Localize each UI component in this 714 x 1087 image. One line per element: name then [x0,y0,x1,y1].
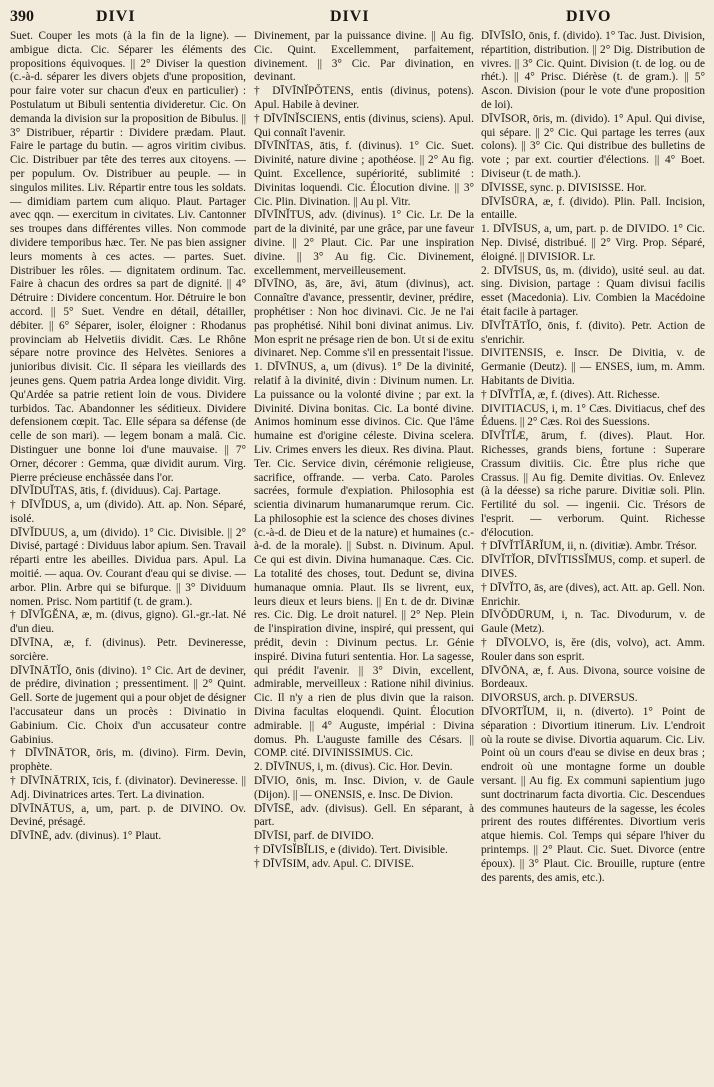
dictionary-entry: DĪVIO, ōnis, m. Insc. Divion, v. de Gaule (Dijon). || — ONENSIS, e. Insc. De Divion. [254,775,474,801]
dictionary-entry: DĪVĪSI, parf. de DIVIDO. [254,830,374,843]
dictionary-entry: 1. DĪVĪSUS, a, um, part. p. de DIVIDO. 1° Cic. Nep. Divisé, distribué. || 2° Virg. Prop. Séparé, éloigné. || DIVISIOR. Lr. [481,223,705,263]
dictionary-entry: DIVITIACUS, i, m. 1° Cæs. Divitiacus, chef des Éduens. || 2° Cæs. Roi des Suessions. [481,402,705,429]
dictionary-entry: DĪVĪSOR, ōris, m. (divido). 1° Apul. Qui divise, qui sépare. || 2° Cic. Qui partage les terres (aux colons). || 3° Cic. Qui distribue des bulletins de vote ; par ext. courtier d'élections. || 4° Boet. Diviseur (t. de math.). [481,112,705,180]
dictionary-entry: DĪVĪNĬTAS, ātis, f. (divinus). 1° Cic. Suet. Divinité, nature divine ; apothéose. || 2° Au fig. Quint. Excellence, supériorité, sublimité : Divinitas loquendi. Cic. Élocution divine. || 3° Cic. Plin. Divination. || Au pl. Vitr. [254,140,474,208]
dictionary-entry: † DĪVĪNĀTRIX, īcis, f. (divinator). Devineresse. || Adj. Divinatrices artes. Tert. La divination. [10,775,246,801]
column-middle [254,30,474,1080]
dictionary-entry: DĪVORTĬUM, ii, n. (diverto). 1° Point de séparation : Divortium itinerum. Liv. L'endroit où la route se divise. Divortia aquarum. Cic. Liv. Point où un cours d'eau se divise en deux bras ; endroit où une montagne forme un double versant. || Au fig. Ex communi sapientium jugo sunt doctrinarum facta divortia. Cic. Descendues des communes hauteurs de la sagesse, les écoles prirent des routes différentes. Divortium veris atque hiemis. Col. Temps qui sépare l'hiver du printemps. || 2° Plaut. Cic. Suet. Divorce (entre époux). || 3° Plaut. Cic. Brouille, rupture (entre des parents, des amis, etc.). [481,706,705,884]
dictionary-entry: DĪVĪNĒ, adv. (divinus). 1° Plaut. [10,830,162,843]
dictionary-entry: 2. DĪVĪSUS, ūs, m. (divido), usité seul. au dat. sing. Division, partage : Quam divisui facilis esset (Macedonia). Liv. Combien la Macédoine était facile à partager. [481,264,705,318]
column-right [481,30,705,1080]
dictionary-entry: DĪVŎDŪRUM, i, n. Tac. Divodurum, v. de Gaule (Metz). [481,609,705,636]
dictionary-entry: Suet. Couper les mots (à la fin de la ligne). — ambigue dicta. Cic. Séparer les éléments des propositions équivoques. || 2° Diviser la question (c.-à-d. séparer les divers objets d'une proposition, pour faire voter sur chacun d'eux en particulier) : Postulatum ut Bibuli sententia divideretur. Cic. On demanda la division sur la proposition de Bibulus. || 3° Distribuer, répartir : Dividere prædam. Plaut. Faire le partage du butin. — agros viritim civibus. Cic. Distribuer par tête des terres aux citoyens. — per populum. Ov. Distribuer au peuple. — in singulos milites. Liv. Répartir entre tous les soldats. — dimidiam partem cum aliquo. Plaut. Partager avec qqn. — exercitum in civitates. Liv. Cantonner ses troupes dans différentes villes. Non commode dividere temporibus hæc. Ter. Ne pas bien assigner leurs moments à ces actes. — partes. Suet. Distribuer les rôles. — dignitatem ordinum. Tac. Faire à chacun des ordres sa part de dignité. || 4° Détruire : Dividere concentum. Hor. Détruire le bon accord. || 5° Suet. Vendre en détail, détailler, débiter. || 6° Séparer, isoler, éloigner : Rhodanus provinciam ab Helvetiis dividit. Cæs. Le Rhône sépare notre province des Helvètes. Seniores a junioribus divisit. Cic. Il sépara les vieillards des jeunes gens. Quem patria Ardea longe dividit. Virg. Qu'Ardée sa patrie retient loin de vous. Dividere turbidos. Tac. Abandonner les séditieux. Dividere defensionem cœpit. Tac. Elle sépara sa défense (de celle de son mari). — legem bonam a malâ. Cic. Distinguer une bonne loi d'une mauvaise. || 7° Orner, décorer : Gemma, quæ dividit aurum. Virg. Pierre précieuse enchâssée dans l'or. [10,30,246,484]
dictionary-entry: DĪVĪNĬTUS, adv. (divinus). 1° Cic. Lr. De la part de la divinité, par une grâce, par une faveur divine. || 2° Plaut. Cic. Par une inspiration divine. || 3° Au fig. Cic. Divinement, excellemment, merveilleusement. [254,209,474,277]
center-guide-word: DIVI [330,8,370,25]
left-guide-word: DIVI [96,8,136,25]
dictionary-entry: † DĪVĪSĬBĬLIS, e (divido). Tert. Divisible. [254,844,448,857]
dictionary-entry: 1. DĪVĪNUS, a, um (divus). 1° De la divinité, relatif à la divinité, divin : Divinum numen. Lr. La puissance ou la volonté divine ; par ext. la Divinité. Divina bonitas. Cic. La bonté divine. Animos hominum esse divinos. Cic. Que l'âme humaine est d'origine céleste. Divina scelera. Liv. Crimes envers les dieux. Res divina. Plaut. Ter. Cic. Service divin, cérémonie religieuse, sacrifice, offrande. — verba. Cato. Paroles sacrées, formule d'expiation. Philosophia est scientia divinarum humanarumque rerum. Cic. La philosophie est la science des choses divines (c.-à-d. de Dieu et de la nature) et humaines (c.-à-d. de la morale). || Subst. n. Divinum. Apul. Ce qui est divin. Divina humanaque. Cæs. Cic. La totalité des choses, tout. Dedunt se, divina humanaque omnia. Plaut. Ils se livrent, eux, leurs dieux et leurs biens. || En t. de dr. Divinæ res. Cic. Dig. Le droit naturel. || 2° Nep. Plein de l'inspiration divine, inspiré, qui pressent, qui prédit, devin : Divinum pectus. Lr. Génie inspiré. Divina futuri sententia. Hor. La sagesse, qui prédit l'avenir. || 3° Divin, excellent, admirable, merveilleux : Ratione nihil divinius. Cic. Il n'y a rien de plus divin que la raison. Divina facultas eloquendi. Quint. Élocution admirable. || 4° Auguste, impérial : Divina domus. Ph. L'auguste famille des Césars. || COMP. cité. DIVINISSIMUS. Cic. [254,361,474,760]
dictionary-entry: † DĪVOLVO, is, ĕre (dis, volvo), act. Amm. Rouler dans son esprit. [481,637,705,663]
column-left [10,30,246,1080]
dictionary-entry: Divinement, par la puissance divine. || Au fig. Cic. Quint. Excellemment, parfaitement, divinement. || 3° Cic. Par divination, en devinant. [254,30,474,84]
dictionary-entry: † DĪVĪNĬSCIENS, entis (divinus, sciens). Apul. Qui connaît l'avenir. [254,112,474,139]
dictionary-entry: DĪVISSE, sync. p. DIVISISSE. Hor. [481,181,647,194]
dictionary-entry: † DĪVĪNĬPŎTENS, entis (divinus, potens). Apul. Habile à deviner. [254,85,474,111]
dictionary-entry: † DĪVĬTĬA, æ, f. (dives). Att. Richesse. [481,388,660,401]
dictionary-entry: DĪVĪSŪRA, æ, f. (divido). Plin. Pall. Incision, entaille. [481,195,705,222]
dictionary-entry: DĪVŌNA, æ, f. Aus. Divona, source voisine de Bordeaux. [481,664,705,691]
dictionary-entry: † DĪVĬGĔNA, æ, m. (divus, gigno). Gl.-gr.-lat. Né d'un dieu. [10,609,246,636]
dictionary-entry: DĪVĬDUUS, a, um (divido). 1° Cic. Divisible. || 2° Divisé, partagé : Dividuus labor apium. Sen. Travail réparti entre les abeilles. Dividua pars. Apul. La moitié. — aqua. Ov. Courant d'eau qui se divise. — arbor. Plin. Arbre qui se bifurque. || 3° Dividuum nomen. Prisc. Nom partitif (t. de gram.). [10,526,246,608]
dictionary-entry: DĪVĬDUĬTAS, ātis, f. (dividuus). Caj. Partage. [10,485,221,498]
dictionary-entry: † DĪVĬTĬĀRĬUM, ii, n. (divitiæ). Ambr. Trésor. [481,540,697,553]
dictionary-entry: † DĪVĬTO, ās, are (dives), act. Att. ap. Gell. Non. Enrichir. [481,581,705,608]
running-header [0,8,714,30]
dictionary-entry: DĪVĪNĀTUS, a, um, part. p. de DIVINO. Ov. Deviné, présagé. [10,802,246,829]
dictionary-entry: DĪVĪSĬO, ōnis, f. (divido). 1° Tac. Just. Division, répartition, distribution. || 2° Dig. Distribution de vivres. || 3° Cic. Quint. Division (t. de log. ou de rhét.). || 4° Prisc. Diérèse (t. de gram.). || 5° Ascon. Division (pour le vote d'une proposition de loi). [481,30,705,111]
dictionary-entry: † DĪVĬDUS, a, um (divido). Att. ap. Non. Séparé, isolé. [10,499,246,525]
dictionary-entry: † DĪVĪNĀTOR, ōris, m. (divino). Firm. Devin, prophète. [10,747,246,774]
dictionary-entry: DĪVĪSĒ, adv. (divisus). Gell. En séparant, à part. [254,802,474,829]
page-number: 390 [10,8,34,25]
dictionary-entry: DIVORSUS, arch. p. DIVERSUS. [481,692,638,705]
dictionary-entry: 2. DĪVĪNUS, i, m. (divus). Cic. Hor. Devin. [254,761,453,774]
dictionary-entry: DĪVĬTĬOR, DĪVĬTISSĬMUS, comp. et superl. de DIVES. [481,554,705,581]
dictionary-entry: DĪVĪNĀTĬO, ōnis (divino). 1° Cic. Art de deviner, de prédire, divination ; pressentiment. || 2° Quint. Gell. Sorte de jugement qui a pour objet de désigner l'accusateur dans un procès : Divinatio in Gabinium. Cic. Choix d'un accusateur contre Gabinius. [10,664,246,746]
dictionary-entry: DĪVĬTĀTĬO, ōnis, f. (divito). Petr. Action de s'enrichir. [481,319,705,346]
dictionary-entry: DĪVĪNA, æ, f. (divinus). Petr. Devineresse, sorcière. [10,637,246,663]
dictionary-entry: DĪVĬTĬÆ, ārum, f. (dives). Plaut. Hor. Richesses, grands biens, fortune : Superare Crassum divitiis. Cic. Être plus riche que Crassus. || Au fig. Demite divitias. Ov. Enlevez (à la déesse) sa riche parure. Divitiæ soli. Plin. Fertilité du sol. — ingenii. Cic. Trésors de l'esprit. — verborum. Quint. Richesse d'élocution. [481,430,705,539]
dictionary-entry: † DĪVĪSIM, adv. Apul. C. DIVISE. [254,857,414,870]
dictionary-entry: DIVITENSIS, e. Inscr. De Divitia, v. de Germanie (Deutz). || — ENSES, ium, m. Amm. Habitants de Divitia. [481,347,705,387]
right-guide-word: DIVO [566,8,612,25]
dictionary-entry: DĪVĪNO, ās, āre, āvi, ātum (divinus), act. Connaître d'avance, pressentir, deviner, prédire, prophétiser : Non hoc divinavi. Cic. Je ne l'ai pas prophétisé. Nihil boni divinat animus. Liv. Mon esprit ne présage rien de bon. Ut si de exitu divinaret. Nep. Comme s'il en pressentait l'issue. [254,278,474,360]
